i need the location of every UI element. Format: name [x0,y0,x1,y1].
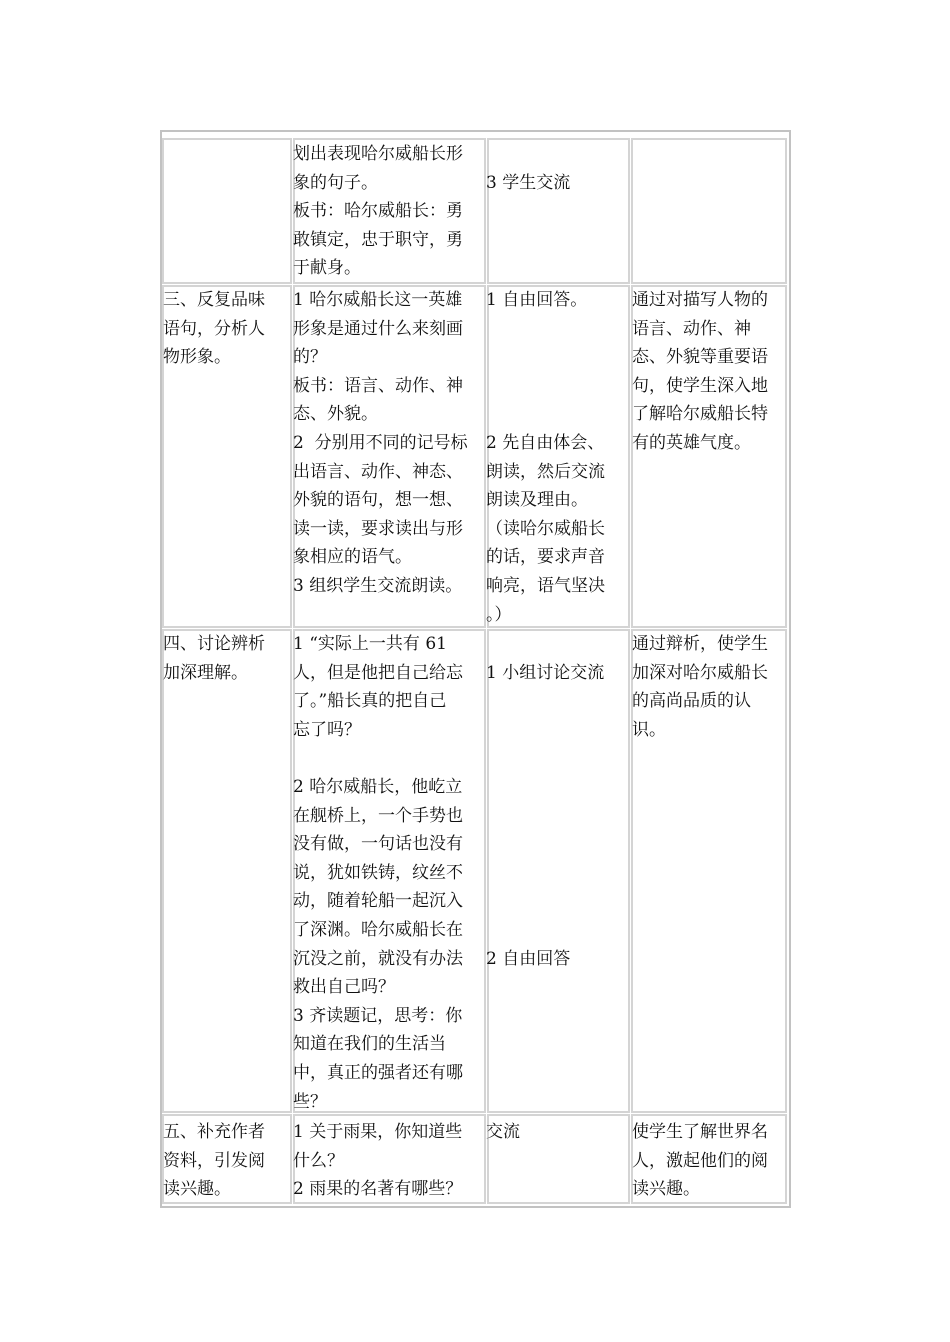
teacher-text-line: 知道在我们的生活当 [293,1034,446,1055]
purpose-text-line: 的高尚品质的认 [632,691,751,712]
purpose-text-line: 态、外貌等重要语 [632,347,768,368]
teacher-text-line: 2 分别用不同的记号标 [293,433,468,453]
teacher-text-line: 什么？ [293,1150,344,1171]
teacher-text-line: 些？ [293,1091,327,1112]
section-text-line: 加深理解。 [163,662,248,683]
teacher-text-line: 动，随着轮船一起沉入 [293,891,463,912]
student-text-line: 1 小组讨论交流 [486,662,605,683]
purpose-text-line: 通过对描写人物的 [632,290,768,310]
student-text-line: 1 自由回答。 [486,290,588,310]
teacher-text-line: 人，但是他把自己给忘 [293,662,463,683]
cell-section-row-1 [162,138,292,284]
teacher-text-line: 没有做，一句话也没有 [293,834,463,855]
teacher-text-line: 忘了吗？ [293,719,361,740]
purpose-text-line: 句，使学生深入地 [632,375,768,396]
cell-section-row-3 [162,629,292,1113]
purpose-text-line: 语言、动作、神 [632,318,751,339]
section-text-line: 语句，分析人 [163,318,265,339]
student-text-line: 朗读及理由。 [486,490,588,511]
student-text-line: 交流 [486,1122,520,1142]
student-text-line: 2 先自由体会、 [486,433,605,453]
teacher-text-line: 沉没之前，就没有办法 [293,948,463,969]
teacher-text-line: 形象是通过什么来刻画 [293,318,463,339]
student-text-line: 的话，要求声音 [486,547,605,568]
section-text-line: 四、讨论辨析 [163,634,265,654]
teacher-text-line: 的？ [293,347,327,368]
purpose-text-line: 加深对哈尔威船长 [632,662,768,683]
teacher-text-line: 态、外貌。 [293,404,378,425]
teacher-text-line: 于献身。 [293,258,361,279]
cell-purpose-row-1 [631,138,787,284]
teacher-text-line: 1 哈尔威船长这一英雄 [293,290,463,310]
teacher-text-line: 2 哈尔威船长，他屹立 [293,777,463,797]
teacher-text-line: 说，犹如铁铸，纹丝不 [293,862,463,883]
teacher-text-line: 象相应的语气。 [293,547,412,568]
section-text-line: 资料，引发阅 [163,1150,265,1171]
teacher-text-line: 读一读，要求读出与形 [293,518,463,539]
teacher-text-line: 板书：语言、动作、神 [293,375,463,396]
section-text-line: 读兴趣。 [163,1179,231,1200]
teacher-text-line: 外貌的语句，想一想、 [293,490,463,511]
student-text-line: 响亮，语气坚决 [486,576,605,596]
teacher-text-line: 划出表现哈尔威船长形 [293,144,463,164]
purpose-text-line: 使学生了解世界名 [632,1122,768,1142]
section-text-line: 物形象。 [163,347,231,368]
purpose-text-line: 有的英雄气度。 [632,433,751,453]
section-text-line: 五、补充作者 [163,1122,265,1142]
teacher-text-line: 在舰桥上，一个手势也 [293,805,463,826]
teacher-text-line: 了深渊。哈尔威船长在 [293,920,463,940]
student-text-line: 。） [486,604,512,625]
student-text-line: 朗读，然后交流 [486,461,605,482]
teacher-text-line: 2 雨果的名著有哪些？ [293,1179,463,1200]
teacher-text-line: 中，真正的强者还有哪 [293,1063,463,1083]
purpose-text-line: 读兴趣。 [632,1179,700,1200]
section-text-line: 三、反复品味 [163,290,265,310]
purpose-text-line: 了解哈尔威船长特 [632,404,768,425]
teacher-text-line: 3 齐读题记，思考：你 [293,1005,463,1026]
student-text-line: 2 自由回答 [486,948,571,969]
teacher-text-line: 1 关于雨果，你知道些 [293,1122,463,1142]
teacher-text-line: 象的句子。 [293,172,378,193]
purpose-text-line: 识。 [632,719,666,740]
teacher-text-line: 3 组织学生交流朗读。 [293,576,463,596]
teacher-text-line: 板书：哈尔威船长：勇 [293,201,463,222]
teacher-text-line: 1 “实际上一共有 61 [293,634,447,654]
purpose-text-line: 通过辩析，使学生 [632,634,768,654]
teacher-text-line: 敢镇定，忠于职守，勇 [293,229,463,250]
purpose-text-line: 人，激起他们的阅 [632,1150,768,1171]
cell-student-row-3 [487,629,630,1113]
teacher-text-line: 救出自己吗？ [293,977,395,998]
student-text-line: 3 学生交流 [486,172,571,193]
teacher-text-line: 了。”船长真的把自己 [293,691,447,712]
cell-student-row-1 [487,138,630,284]
teacher-text-line: 出语言、动作、神态、 [293,461,463,482]
student-text-line: （读哈尔威船长 [486,518,605,539]
